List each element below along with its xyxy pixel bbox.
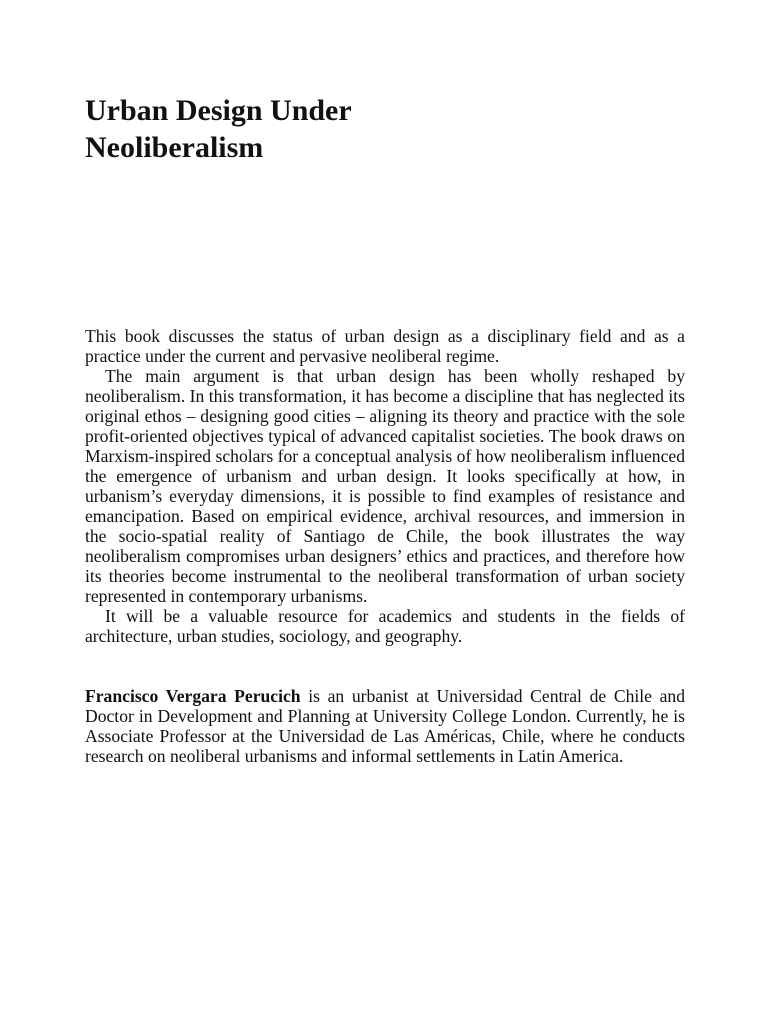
book-description [85, 326, 685, 646]
book-title-line-1: Urban Design Under [85, 94, 352, 127]
book-title [85, 92, 685, 166]
description-paragraph-1: This book discusses the status of urban design as a disciplinary field and as a practice under the current and pervasive neoliberal regime. [85, 326, 685, 366]
description-paragraph-3: It will be a valuable resource for academics and students in the fields of architecture, urban studies, sociology, and geography. [85, 606, 685, 646]
author-bio-text: is an urbanist at Universidad Central de Chile and Doctor in Development and Planning at University College London. Currently, he is Associate Professor at the Universidad de Las Américas, Chile, where he conducts research on neoliberal urbanisms and informal settlements in Latin America. [85, 686, 685, 766]
author-bio [85, 686, 685, 766]
book-title-line-2: Neoliberalism [85, 131, 264, 164]
description-paragraph-2: The main argument is that urban design has been wholly reshaped by neoliberalism. In this transformation, it has become a discipline that has neglected its original ethos – designing good cities – aligning its theory and practice with the sole profit-oriented objectives typical of advanced capitalist societies. The book draws on Marxism-inspired scholars for a conceptual analysis of how neoliberalism influenced the emergence of urbanism and urban design. It looks specifically at how, in urbanism’s everyday dimensions, it is possible to find examples of resistance and emancipation. Based on empirical evidence, archival resources, and immersion in the socio-spatial reality of Santiago de Chile, the book illustrates the way neoliberalism compromises urban designers’ ethics and practices, and therefore how its theories become instrumental to the neoliberal transformation of urban society represented in contemporary urbanisms. [85, 366, 685, 606]
author-name: Francisco Vergara Perucich [85, 686, 301, 706]
